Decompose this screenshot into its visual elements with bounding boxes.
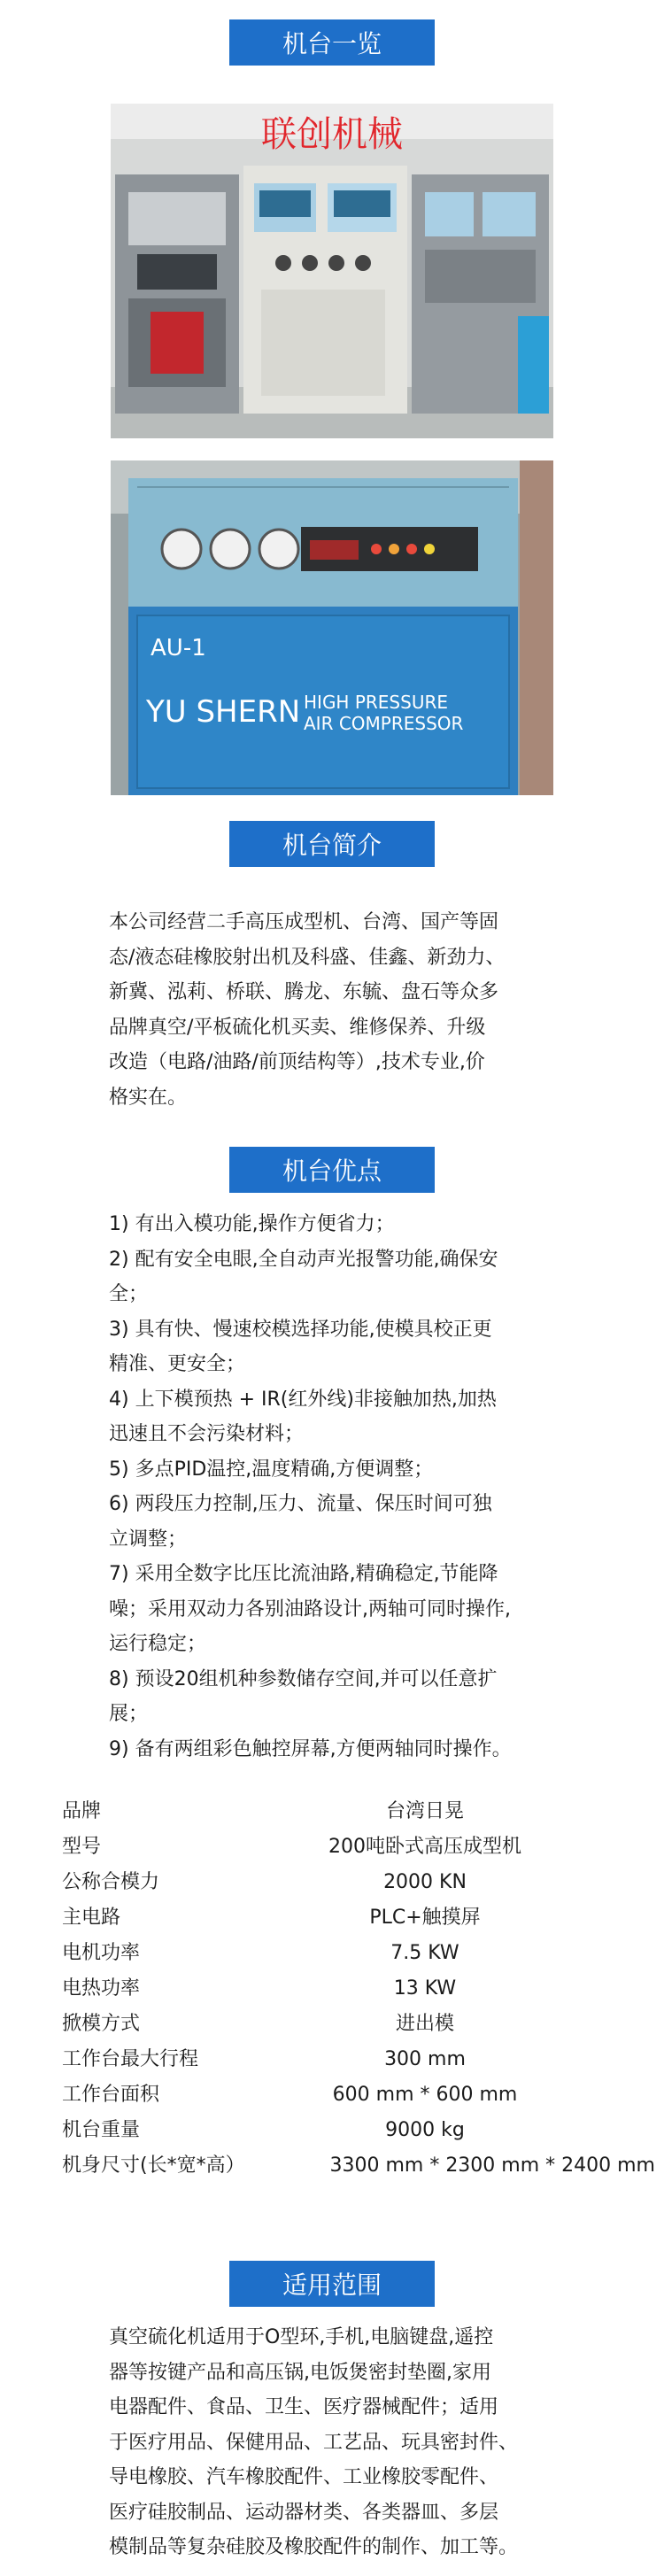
spec-value: 7.5 KW — [390, 1942, 459, 1964]
spec-label: 主电路 — [62, 1907, 121, 1929]
compressor-panel-code: AU-1 — [151, 635, 206, 661]
table-row — [62, 1971, 655, 2007]
list-item: 7) 采用全数字比压比流油路,精确稳定,节能降 — [109, 1563, 498, 1585]
section-header-advantages — [229, 1147, 435, 1193]
spec-label: 掀模方式 — [62, 2013, 141, 2035]
spec-label: 品牌 — [62, 1800, 102, 1822]
advantages-list — [109, 1207, 569, 1767]
list-item: 5) 多点PID温控,温度精确,方便调整； — [109, 1458, 434, 1481]
applications-paragraph — [109, 2320, 569, 2565]
list-item: 迅速且不会污染材料； — [109, 1423, 305, 1445]
list-item: 立调整； — [109, 1528, 188, 1551]
spec-value: 台湾日晃 — [385, 1800, 464, 1822]
applications-line: 模制品等复杂硅胶及橡胶配件的制作、加工等。 — [109, 2536, 519, 2558]
intro-line: 态/液态硅橡胶射出机及科盛、佳鑫、新劲力、 — [109, 946, 506, 969]
intro-line: 改造（电路/油路/前顶结构等）,技术专业,价 — [109, 1051, 485, 1073]
section-title: 适用范围 — [282, 2270, 382, 2300]
spec-label: 工作台最大行程 — [62, 2048, 199, 2070]
spec-value: 600 mm * 600 mm — [332, 2084, 518, 2106]
table-row — [62, 1936, 655, 1971]
list-item: 4) 上下模预热 + IR(红外线)非接触加热,加热 — [109, 1388, 497, 1411]
applications-line: 导电橡胶、汽车橡胶配件、工业橡胶零配件、 — [109, 2466, 499, 2488]
spec-value: PLC+触摸屏 — [369, 1907, 481, 1929]
list-item: 1) 有出入模功能,操作方便省力； — [109, 1213, 395, 1235]
spec-label: 电热功率 — [62, 1977, 141, 2000]
list-item: 展； — [109, 1703, 149, 1725]
list-item: 精准、更安全； — [109, 1353, 246, 1375]
compressor-line-1: HIGH PRESSURE — [304, 692, 448, 713]
applications-line: 器等按键产品和高压锅,电饭煲密封垫圈,家用 — [109, 2361, 491, 2384]
list-item: 9) 备有两组彩色触控屏幕,方便两轴同时操作。 — [109, 1737, 512, 1760]
table-row — [62, 2077, 655, 2113]
applications-line: 于医疗用品、保健用品、工艺品、玩具密封件、 — [109, 2431, 519, 2454]
table-row — [62, 1830, 655, 1865]
intro-line: 本公司经营二手高压成型机、台湾、国产等固 — [109, 911, 499, 933]
spec-label: 机台重量 — [62, 2119, 141, 2141]
table-row — [62, 1900, 655, 1936]
applications-line: 电器配件、食品、卫生、医疗器械配件；适用 — [109, 2396, 499, 2418]
compressor-line-2: AIR COMPRESSOR — [304, 713, 464, 734]
applications-line: 真空硫化机适用于O型环,手机,电脑键盘,遥控 — [109, 2326, 494, 2348]
list-item: 3) 具有快、慢速校模选择功能,使模具校正更 — [109, 1318, 492, 1341]
spec-value: 9000 kg — [385, 2119, 465, 2141]
section-header-applications — [229, 2261, 435, 2307]
spec-table — [62, 1794, 655, 2184]
machine-photo-air-compressor — [111, 460, 553, 795]
section-header-intro — [229, 821, 435, 867]
table-row — [62, 2042, 655, 2077]
spec-value: 3300 mm * 2300 mm * 2400 mm — [329, 2154, 655, 2177]
section-title: 机台优点 — [282, 1156, 382, 1186]
section-title: 机台一览 — [282, 29, 382, 58]
spec-value: 200吨卧式高压成型机 — [328, 1836, 521, 1858]
table-row — [62, 2007, 655, 2042]
spec-value: 13 KW — [393, 1977, 457, 2000]
list-item: 2) 配有安全电眼,全自动声光报警功能,确保安 — [109, 1248, 498, 1271]
spec-label: 机身尺寸(长*宽*高） — [62, 2154, 245, 2177]
table-row — [62, 2113, 655, 2148]
section-title: 机台简介 — [282, 831, 382, 860]
intro-line: 格实在。 — [109, 1086, 188, 1109]
spec-label: 公称合模力 — [62, 1871, 160, 1893]
spec-value: 2000 KN — [383, 1871, 467, 1893]
table-row — [62, 1794, 655, 1830]
applications-line: 医疗硅胶制品、运动器材类、各类器皿、多层 — [109, 2501, 499, 2524]
list-item: 全； — [109, 1283, 149, 1305]
brand-overlay-text: 联创机械 — [261, 114, 403, 155]
intro-line: 新冀、泓莉、桥联、腾龙、东毓、盘石等众多 — [109, 981, 499, 1003]
spec-value: 300 mm — [384, 2048, 466, 2070]
spec-label: 电机功率 — [62, 1942, 141, 1964]
intro-line: 品牌真空/平板硫化机买卖、维修保养、升级 — [109, 1016, 486, 1039]
spec-value: 进出模 — [395, 2013, 454, 2035]
table-row — [62, 2148, 655, 2184]
intro-paragraph — [109, 905, 569, 1115]
list-item: 噪；采用双动力各别油路设计,两轴可同时操作, — [109, 1597, 511, 1621]
list-item: 运行稳定； — [109, 1633, 207, 1655]
spec-label: 型号 — [62, 1836, 102, 1858]
list-item: 8) 预设20组机种参数储存空间,并可以任意扩 — [109, 1667, 498, 1690]
spec-label: 工作台面积 — [62, 2084, 160, 2106]
table-row — [62, 1865, 655, 1900]
machine-photo-presses — [111, 104, 553, 438]
compressor-brand: YU SHERN — [146, 694, 301, 730]
list-item: 6) 两段压力控制,压力、流量、保压时间可独 — [109, 1493, 492, 1515]
section-header-overview — [229, 19, 435, 66]
